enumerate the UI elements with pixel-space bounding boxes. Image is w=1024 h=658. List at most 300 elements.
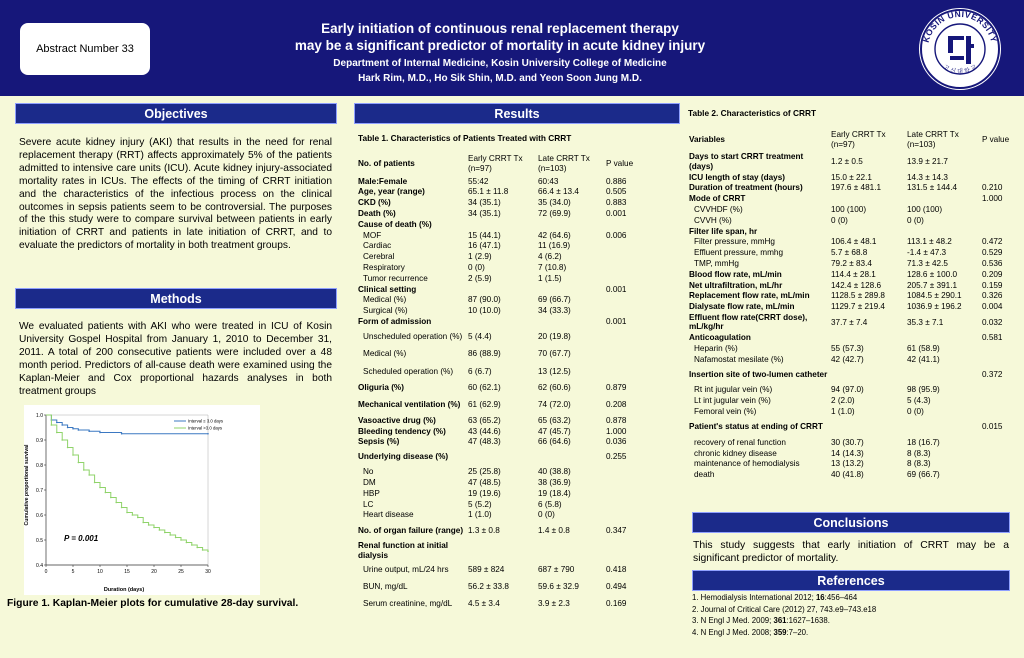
survival-point xyxy=(153,527,155,529)
table1-cell: 0.006 xyxy=(606,230,627,240)
survival-point xyxy=(61,439,63,441)
table2-cell xyxy=(981,215,1018,226)
table1-cell: 66.4 ± 13.4 xyxy=(538,187,579,197)
table2-cell: 71.3 ± 42.5 xyxy=(907,258,948,268)
table1-cell xyxy=(605,295,683,306)
survival-point xyxy=(105,492,107,494)
table1-cell: 0.255 xyxy=(606,452,627,462)
survival-point xyxy=(148,524,150,526)
table1-cell xyxy=(537,219,605,230)
table2-cell xyxy=(981,459,1018,470)
table1-cell: 0.879 xyxy=(606,383,627,393)
survival-point xyxy=(121,433,123,435)
logo-korean-text: 고 신 대 학 교 xyxy=(941,63,979,76)
table2-cell: 0 (0) xyxy=(831,215,848,225)
table2-cell: 1 (1.0) xyxy=(831,406,855,416)
references-list xyxy=(692,592,876,638)
table2-row-label: CVVHDF (%) xyxy=(694,204,743,214)
table1-row xyxy=(357,510,683,521)
table2-cell: 14 (14.3) xyxy=(831,448,864,458)
table1-row-label: Surgical (%) xyxy=(363,306,408,316)
table2-row xyxy=(688,417,1018,437)
table2-row xyxy=(688,226,1018,237)
table1-row xyxy=(357,284,683,295)
table1-row-label: BUN, mg/dL xyxy=(363,582,408,592)
reference-text: 3. N Engl J Med. 2009; xyxy=(692,616,774,626)
table1-row xyxy=(357,488,683,499)
table1-header-row xyxy=(357,152,683,176)
table2-row xyxy=(688,354,1018,365)
authors: Hark Rim, M.D., Ho Sik Shin, M.D. and Yeon Soon Jung M.D. xyxy=(358,73,642,84)
reference-item xyxy=(692,592,876,604)
table1-row xyxy=(357,541,683,562)
table1-cell: 0.494 xyxy=(606,582,627,592)
table1-row xyxy=(357,252,683,263)
table2-cell: 0.209 xyxy=(982,269,1003,279)
table2-cell: 0.472 xyxy=(982,237,1003,247)
table2-cell xyxy=(981,152,1018,172)
table1-row xyxy=(357,230,683,241)
table2-cell xyxy=(906,194,981,205)
survival-point xyxy=(99,487,101,489)
table2-cell: 13.9 ± 21.7 xyxy=(907,157,948,167)
table1-cell: 0.036 xyxy=(606,437,627,447)
table2-row xyxy=(688,470,1018,481)
table2-cell: 30 (30.7) xyxy=(831,437,864,447)
table1-cell: 59.6 ± 32.9 xyxy=(538,582,579,592)
table2-header-cell: P value xyxy=(982,135,1010,145)
reference-item xyxy=(692,627,876,639)
table1-row xyxy=(357,467,683,478)
table1-cell: 25 (25.8) xyxy=(468,467,501,477)
table1-row xyxy=(357,426,683,437)
survival-point xyxy=(137,517,139,519)
table2-cell xyxy=(830,417,906,437)
y-axis-label: Cumulative proportional survival xyxy=(24,444,30,526)
table1-cell: 62 (60.6) xyxy=(538,383,571,393)
table2-cell: 100 (100) xyxy=(907,204,943,214)
table2-row xyxy=(688,343,1018,354)
table2-row-label: Effluent pressure, mmhg xyxy=(694,248,784,258)
table1-cell: 0.886 xyxy=(606,176,627,186)
table2-cell: 1084.5 ± 290.1 xyxy=(907,291,962,301)
table2-row-label: Insertion site of two-lumen catheter xyxy=(689,369,828,379)
table2-cell xyxy=(981,396,1018,407)
survival-point xyxy=(169,534,171,536)
table2-cell: 13 (13.2) xyxy=(831,459,864,469)
table1-header-cell: No. of patients xyxy=(358,159,415,169)
survival-point xyxy=(110,497,112,499)
table1-cell xyxy=(467,219,537,230)
table2-cell: 0.529 xyxy=(982,248,1003,258)
table1-cell: 40 (38.8) xyxy=(538,467,571,477)
department: Department of Internal Medicine, Kosin University College of Medicine xyxy=(333,58,667,69)
table2-row xyxy=(688,365,1018,385)
table1-row-label: Mechanical ventilation (%) xyxy=(358,400,461,410)
survival-point xyxy=(56,432,58,434)
table2-row xyxy=(688,448,1018,459)
table1-cell: 61 (62.9) xyxy=(468,400,501,410)
table2-cell: 1128.5 ± 289.8 xyxy=(831,291,885,301)
table2-cell xyxy=(981,354,1018,365)
table2-cell: 61 (58.9) xyxy=(907,343,940,353)
table1-row xyxy=(357,262,683,273)
table2-row-label: Heparin (%) xyxy=(694,343,738,353)
table1-cell xyxy=(605,219,683,230)
table1-row xyxy=(357,306,683,317)
table1-cell: 0.505 xyxy=(606,187,627,197)
table2-cell: 42 (42.7) xyxy=(831,354,864,364)
y-tick-label: 0.5 xyxy=(36,537,43,544)
table2-row xyxy=(688,258,1018,269)
table1-cell: 0.418 xyxy=(606,565,627,575)
table1-row-label: MOF xyxy=(363,230,382,240)
table2-header-cell: Variables xyxy=(689,135,725,145)
survival-point xyxy=(94,482,96,484)
table1-cell: 34 (33.3) xyxy=(538,306,571,316)
table2-row-label: Replacement flow rate, mL/min xyxy=(689,291,810,301)
table2-row-label: Lt int jugular vein (%) xyxy=(694,396,771,406)
table1-cell xyxy=(467,284,537,295)
table1-cell: 34 (35.1) xyxy=(468,208,501,218)
table1-row xyxy=(357,316,683,327)
table1-row-label: Oliguria (%) xyxy=(358,383,404,393)
table1-row-label: Unscheduled operation (%) xyxy=(363,331,463,341)
table1-cell xyxy=(537,284,605,295)
table2-cell: 142.4 ± 128.6 xyxy=(831,280,882,290)
table1-cell: 0.878 xyxy=(606,415,627,425)
x-tick-label: 15 xyxy=(124,569,130,575)
table1-cell: 2 (5.9) xyxy=(468,273,492,283)
table2-row xyxy=(688,459,1018,470)
table1-cell: 0 (0) xyxy=(468,262,485,272)
objectives-heading-label: Objectives xyxy=(144,106,208,121)
legend-label: Interval >3.0 days xyxy=(188,425,223,431)
table2-row-label: Effluent flow rate(CRRT dose), mL/kg/hr xyxy=(689,312,808,332)
survival-point xyxy=(72,428,74,430)
y-tick-label: 0.9 xyxy=(36,437,43,444)
survival-point xyxy=(186,542,188,544)
reference-volume: 359 xyxy=(773,627,787,637)
table1-cell: 0.001 xyxy=(606,208,627,218)
table1-row xyxy=(357,295,683,306)
methods-text: We evaluated patients with AKI who were treated in ICU of Kosin University Gospel Hospital from January 1, 2010 to December 31, 2011. A total of 200 consecutive patients were included over a 48 month period. Predictors of all-cause death were examined using the Kaplan-Meier and Cox proportional hazards analyses in both treatment groups xyxy=(19,321,332,397)
y-tick-label: 0.8 xyxy=(36,462,43,469)
table1-cell xyxy=(605,467,683,478)
table2-cell: 0.015 xyxy=(982,422,1003,432)
reference-text: 2. Journal of Critical Care (2012) 27, 743.e9–743.e18 xyxy=(692,604,877,614)
table1-row-label: Medical (%) xyxy=(363,349,407,359)
table1-row-label: Urine output, mL/24 hrs xyxy=(363,565,449,575)
table2-row xyxy=(688,406,1018,417)
table1-cell: 70 (67.7) xyxy=(538,349,571,359)
table1-cell: 0.347 xyxy=(606,525,627,535)
table2-cell: 2 (2.0) xyxy=(831,396,855,406)
table2-cell xyxy=(981,437,1018,448)
x-tick-label: 5 xyxy=(71,569,75,575)
table2-row-label: Anticoagulation xyxy=(689,332,751,342)
table1-cell: 0.001 xyxy=(606,284,627,294)
table1-row xyxy=(357,273,683,284)
table2-cell: 0.372 xyxy=(982,369,1003,379)
references-heading xyxy=(692,570,1010,591)
table2-row-label: Filter pressure, mmHg xyxy=(694,237,775,247)
survival-point xyxy=(78,429,80,431)
table2-row-label: Filter life span, hr xyxy=(689,226,758,236)
reference-item xyxy=(692,604,876,616)
table2-cell: 18 (16.7) xyxy=(907,437,940,447)
table2-row xyxy=(688,152,1018,172)
table1-row-label: Cardiac xyxy=(363,241,392,251)
table1-cell: 43 (44.6) xyxy=(468,426,501,436)
x-tick-label: 0 xyxy=(44,569,48,575)
table1-cell xyxy=(467,316,537,327)
table1-row xyxy=(357,346,683,362)
table1-row-label: Cerebral xyxy=(363,252,395,262)
table1-cell: 42 (64.6) xyxy=(538,230,571,240)
table2-cell: 0 (0) xyxy=(907,406,924,416)
table2-row xyxy=(688,385,1018,396)
table2-row-label: Blood flow rate, mL/min xyxy=(689,269,782,279)
table1-row-label: HBP xyxy=(363,488,380,498)
legend-label: Interval ≤ 3.0 days xyxy=(188,418,224,424)
table1-cell: 56.2 ± 33.8 xyxy=(468,582,509,592)
table1-cell: 60:43 xyxy=(538,176,559,186)
survival-point xyxy=(78,462,80,464)
table1-row-label: Male:Female xyxy=(358,176,408,186)
table2-row xyxy=(688,204,1018,215)
table1-cell: 1.4 ± 0.8 xyxy=(538,525,570,535)
table2-row-label: Dialysate flow rate, mL/min xyxy=(689,302,795,312)
survival-point xyxy=(67,447,69,449)
p-value-label: P = 0.001 xyxy=(64,534,99,543)
logo-text: KOSIN UNIVERSITY xyxy=(920,8,1000,44)
table1-row xyxy=(357,415,683,426)
table2-header-row xyxy=(688,128,1018,152)
table2-cell: 69 (66.7) xyxy=(907,470,940,480)
x-axis-label: Duration (days) xyxy=(103,587,145,593)
table2-row-label: TMP, mmHg xyxy=(694,258,739,268)
table2-cell xyxy=(830,332,906,343)
table1-title: Table 1. Characteristics of Patients Treated with CRRT xyxy=(358,133,572,143)
table1-cell: 74 (72.0) xyxy=(538,400,571,410)
table2-cell xyxy=(906,365,981,385)
table1-row xyxy=(357,477,683,488)
table2-row-label: Mode of CRRT xyxy=(689,194,746,204)
table1-row-label: Respiratory xyxy=(363,262,405,272)
survival-point xyxy=(175,537,177,539)
survival-point xyxy=(180,539,182,541)
table1-cell: 72 (69.9) xyxy=(538,208,571,218)
table1-cell: 1 (1.0) xyxy=(468,510,492,520)
table1-cell: 16 (47.1) xyxy=(468,241,501,251)
table1-row xyxy=(357,395,683,415)
table1-cell xyxy=(605,327,683,346)
table2-title: Table 2. Characteristics of CRRT xyxy=(688,108,817,118)
table1-row xyxy=(357,187,683,198)
table2-cell: 8 (8.3) xyxy=(907,448,931,458)
poster-header xyxy=(0,0,1024,96)
table1-cell xyxy=(605,241,683,252)
table2-cell xyxy=(981,204,1018,215)
abstract-number-box xyxy=(20,23,150,75)
table2-cell: 0.536 xyxy=(982,258,1003,268)
table2-row xyxy=(688,396,1018,407)
title-line-1: Early initiation of continuous renal replacement therapy xyxy=(321,21,679,36)
table1-row-label: No xyxy=(363,467,374,477)
conclusions-text: This study suggests that early initiation of CRRT may be a significant predictor of mortality. xyxy=(693,540,1009,564)
survival-point xyxy=(88,430,90,432)
table1-cell: 5 (5.2) xyxy=(468,499,492,509)
table1-cell: 687 ± 790 xyxy=(538,565,575,575)
table2-cell: 114.4 ± 28.1 xyxy=(831,269,876,279)
table2-cell xyxy=(981,226,1018,237)
table1-cell: 6 (5.8) xyxy=(538,499,562,509)
table1-row-label: No. of organ failure (range) xyxy=(358,525,464,535)
table1-cell: 13 (12.5) xyxy=(538,366,571,376)
table1-cell xyxy=(537,541,605,562)
table2-row-label: Nafamostat mesilate (%) xyxy=(694,354,784,364)
table2-cell: 0.326 xyxy=(982,291,1003,301)
table2-row xyxy=(688,248,1018,259)
table2-cell: 197.6 ± 481.1 xyxy=(831,183,882,193)
table2-cell: 94 (97.0) xyxy=(831,385,864,395)
table1-row-label: Heart disease xyxy=(363,510,414,520)
table2-row xyxy=(688,172,1018,183)
y-tick-label: 1.0 xyxy=(36,412,43,419)
survival-point xyxy=(115,502,117,504)
table1-row xyxy=(357,241,683,252)
table2-cell xyxy=(830,365,906,385)
table2-cell xyxy=(830,194,906,205)
table2-cell xyxy=(981,406,1018,417)
table2-cell xyxy=(981,385,1018,396)
methods-heading-label: Methods xyxy=(150,291,202,306)
table1-cell xyxy=(537,316,605,327)
table1-cell: 19 (19.6) xyxy=(468,488,501,498)
table1-cell: 60 (62.1) xyxy=(468,383,501,393)
table1-cell xyxy=(605,262,683,273)
table1-cell: 65 (63.2) xyxy=(538,415,571,425)
table2-cell: 98 (95.9) xyxy=(907,385,940,395)
table1-row-label: DM xyxy=(363,477,376,487)
table1-row xyxy=(357,381,683,395)
table2 xyxy=(688,128,1018,480)
table2-cell: 0.004 xyxy=(982,302,1003,312)
survival-point xyxy=(51,424,53,426)
table1-cell: 1 (2.9) xyxy=(468,252,492,262)
table1-cell: 35 (34.0) xyxy=(538,198,571,208)
survival-point xyxy=(83,469,85,471)
table1-row-label: Scheduled operation (%) xyxy=(363,366,454,376)
y-tick-label: 0.7 xyxy=(36,487,43,494)
x-tick-label: 10 xyxy=(97,569,103,575)
table2-cell: 8 (8.3) xyxy=(907,459,931,469)
table2-cell: 106.4 ± 48.1 xyxy=(831,237,877,247)
table1-row-label: Underlying disease (%) xyxy=(358,452,449,462)
x-tick-label: 20 xyxy=(151,569,157,575)
survival-point xyxy=(207,550,209,552)
table2-cell: 1129.7 ± 219.4 xyxy=(831,302,885,312)
table2-row-label: Days to start CRRT treatment (days) xyxy=(689,152,804,171)
table2-cell xyxy=(906,417,981,437)
survival-point xyxy=(126,512,128,514)
table1-cell: 0.169 xyxy=(606,599,627,609)
table2-row xyxy=(688,312,1018,332)
table1-cell: 1.3 ± 0.8 xyxy=(468,525,500,535)
table1-row xyxy=(357,327,683,346)
objectives-text: Severe acute kidney injury (AKI) that results in the need for renal replacement therapy (RRT) affects approximately 5% of the patients admitted to intensive care units (ICU). Acute kidney injury-associated mortality rates in ICUs. The effects of the timing of CRRT initiation and the characteristics of the infectious process on the clinical outcomes in sepsis patients seem to be controversial. The purposes of the this study were to compare survival between patients in early initiation of CRRT and patients in late initiation of CRRT, and to evaluate the predictors of mortality in both treatment groups. xyxy=(19,137,332,252)
table2-row xyxy=(688,332,1018,343)
table1-header-cell: Early CRRT Tx (n=97) xyxy=(468,154,523,173)
table2-row-label: Net ultrafiltration, mL/hr xyxy=(689,280,783,290)
table1-row xyxy=(357,562,683,579)
table1-cell xyxy=(605,346,683,362)
table1-cell xyxy=(467,541,537,562)
table2-row xyxy=(688,302,1018,313)
table1 xyxy=(357,152,683,613)
table1-row-label: Age, year (range) xyxy=(358,187,425,197)
table1-cell: 6 (6.7) xyxy=(468,366,492,376)
university-seal-logo xyxy=(912,6,1008,92)
survival-point xyxy=(99,432,101,434)
table1-cell: 0 (0) xyxy=(538,510,555,520)
table2-row-label: Patient's status at ending of CRRT xyxy=(689,422,823,432)
table2-cell xyxy=(981,448,1018,459)
x-tick-label: 30 xyxy=(205,569,211,575)
table1-cell: 47 (45.7) xyxy=(538,426,571,436)
table2-cell: 55 (57.3) xyxy=(831,343,864,353)
survival-point xyxy=(202,549,204,551)
results-heading-label: Results xyxy=(494,106,540,121)
references-heading-label: References xyxy=(817,573,885,588)
table1-row xyxy=(357,362,683,381)
table2-cell: 5.7 ± 68.8 xyxy=(831,248,868,258)
table1-cell xyxy=(537,448,605,467)
table1-row-label: Death (%) xyxy=(358,208,396,218)
table2-cell xyxy=(906,226,981,237)
table1-cell xyxy=(605,510,683,521)
survival-point xyxy=(67,427,69,429)
affiliation xyxy=(260,56,740,86)
table2-cell: 131.5 ± 144.4 xyxy=(907,183,958,193)
table1-row-label: Vasoactive drug (%) xyxy=(358,415,436,425)
table2-cell: 15.0 ± 22.1 xyxy=(831,172,872,182)
table2-row-label: CVVH (%) xyxy=(694,215,732,225)
table2-row-label: maintenance of hemodialysis xyxy=(694,459,800,469)
abstract-number: Abstract Number 33 xyxy=(36,43,134,55)
table2-row xyxy=(688,280,1018,291)
table1-cell: 47 (48.5) xyxy=(468,477,501,487)
table1-row xyxy=(357,198,683,209)
table1-cell xyxy=(467,448,537,467)
conclusions-heading-label: Conclusions xyxy=(813,515,889,530)
table2-cell: 37.7 ± 7.4 xyxy=(831,317,868,327)
table1-row-label: CKD (%) xyxy=(358,198,391,208)
table1-row xyxy=(357,521,683,541)
table1-cell xyxy=(605,499,683,510)
poster-title xyxy=(260,20,740,54)
survival-point xyxy=(56,422,58,424)
table2-row xyxy=(688,269,1018,280)
table2-row-label: Rt int jugular vein (%) xyxy=(694,385,773,395)
survival-point xyxy=(72,454,74,456)
results-heading xyxy=(354,103,680,124)
table1-row xyxy=(357,596,683,613)
table2-row-label: Duration of treatment (hours) xyxy=(689,183,803,193)
table1-cell: 69 (66.7) xyxy=(538,295,571,305)
table1-cell: 10 (10.0) xyxy=(468,306,501,316)
